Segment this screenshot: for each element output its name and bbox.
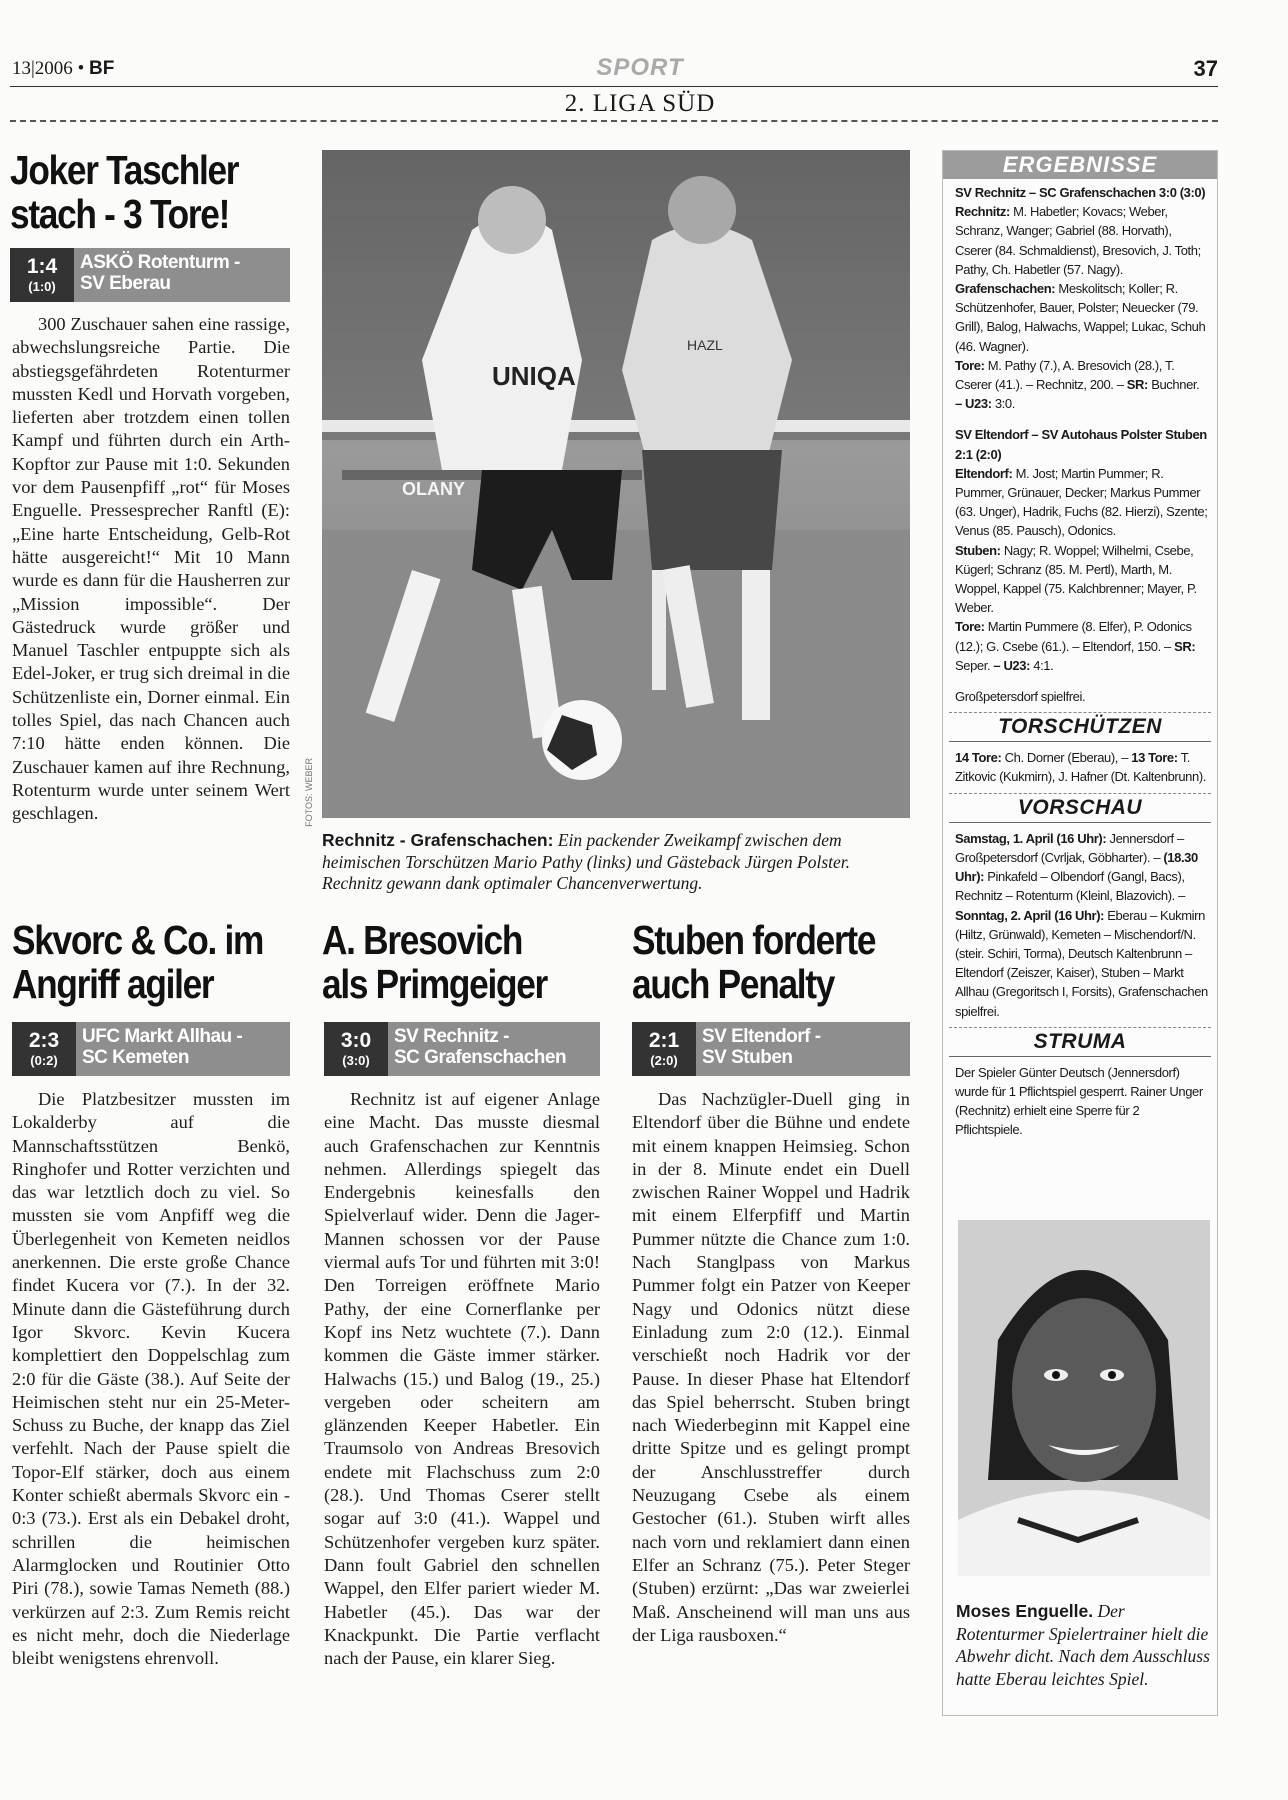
- vorschau-title: VORSCHAU: [949, 793, 1211, 823]
- vorschau-lead: Samstag, 1. April (16 Uhr):: [955, 830, 1107, 846]
- match2-lineup-away-team: Stuben:: [955, 542, 1001, 558]
- match1-u23-label: – U23:: [955, 396, 992, 412]
- article3-teams: [388, 1022, 566, 1076]
- article3-scorebox: [324, 1022, 600, 1076]
- article3-headline: [322, 918, 547, 1007]
- match2-ref: Seper.: [955, 657, 991, 673]
- match-photo: [322, 150, 910, 818]
- article2-team-home: UFC Markt Allhau -: [82, 1026, 243, 1047]
- match2-lineup-home: [955, 464, 1209, 541]
- article1-teams: [74, 248, 240, 302]
- article1-scorebox: [10, 248, 290, 302]
- photo-credit: FOTOS: WEBER: [304, 758, 314, 827]
- article2-score: [12, 1022, 76, 1076]
- match1-lineup-away-players: Meskolitsch; Koller; R. Schützenhofer, Bauer, Polster; Neuecker (79. Grill), Balog, Halwachs, Wappel; Lukac, Schuh (46. Wagner).: [955, 281, 1206, 354]
- match2-goals-label: Tore:: [955, 619, 985, 635]
- article1-headline-line1: Joker Taschler: [10, 147, 239, 193]
- match2-lineup-home-team: Eltendorf:: [955, 465, 1013, 481]
- match1-ref: Buchner.: [1151, 377, 1200, 393]
- torschuetzen-text2: T. Zitkovic (Kukmirn), J. Hafner (Dt. Kaltenbrunn).: [955, 750, 1206, 785]
- match2-lineup-away-players: Nagy; R. Woppel; Wilhelmi, Csebe, Kügerl; Schranz (85. M. Pertl), Marth, M. Woppel, Kappel (75. Kalchbrenner; Mayer, P. Weber.: [955, 542, 1197, 616]
- match1-ref-label: SR:: [1126, 377, 1148, 393]
- header-rule: [10, 86, 1218, 87]
- brand-label: BF: [88, 58, 115, 79]
- header-dashed-rule: [10, 120, 1218, 122]
- match1-goals-label: Tore:: [955, 357, 985, 373]
- match1-goals: [955, 356, 1209, 414]
- match2-report: [943, 425, 1217, 675]
- match1-goals-text: M. Pathy (7.), A. Bresovich (28.), T. Cserer (41.). – Rechnitz, 200. –: [955, 357, 1175, 393]
- article1-score: [10, 248, 74, 302]
- match1-report: [943, 179, 1217, 413]
- shirt-sponsor-text-2: HAZL: [687, 337, 723, 353]
- article1-paragraph: 300 Zuschauer sahen eine rassige, abwechslungsreiche Partie. Die abstiegsgefährdeten Rotenturmer mussten Kedl und Horvath vorgeben, lieferten aber trotzdem einen tollen Kampf und führten durch ein Arth-Kopftor zur Pause mit 1:0. Sekunden vor dem Pausenpfiff „rot“ für Moses Enguelle. Pressesprecher Ranftl (E): „Eine harte Entscheidung, Gelb-Rot hätte ausgereicht!“ Mit 10 Mann wurde es dann für die Hausherren zur „Mission impossible“. Der Gästedruck wurde größer und Manuel Taschler entpuppte sich als Edel-Joker, er trug sich dreimal in die Schützenliste ein, Dorner einmal. Ein tolles Spiel, das nach Chancen auch 7:10 hätte enden können. Die Zuschauer kamen auf ihre Rechnung, Rotenturm wurde unter seinem Wert geschlagen.: [12, 314, 290, 824]
- article2-score-halftime: (0:2): [30, 1053, 58, 1068]
- portrait-caption-text: Der Rotenturmer Spielertrainer hielt die Abwehr dicht. Nach dem Ausschluss hatte Eberau leichtes Spiel.: [956, 1601, 1210, 1689]
- match2-u23-label: – U23:: [993, 657, 1031, 673]
- article4-team-away: SV Stuben: [702, 1047, 793, 1069]
- article4-headline: [632, 918, 875, 1007]
- photo-caption-text: Ein packender Zweikampf zwischen dem heimischen Torschützen Mario Pathy (links) und Gästeback Jürgen Polster. Rechnitz gewann dank optimaler Chancenverwertung.: [322, 830, 850, 893]
- article3-score-final: 3:0: [340, 1029, 372, 1052]
- ergebnisse-title: ERGEBNISSE: [943, 151, 1217, 179]
- article4-score: [632, 1022, 696, 1076]
- torschuetzen-lead: 14 Tore:: [955, 750, 1002, 766]
- match2-lineup-away: [955, 541, 1209, 618]
- article4-score-final: 2:1: [648, 1029, 680, 1052]
- article4-teams: [696, 1022, 821, 1076]
- article3-team-away: SC Grafenschachen: [394, 1047, 567, 1069]
- article2-scorebox: [12, 1022, 290, 1076]
- vorschau-text1: Jennersdorf – Großpetersdorf (Cvrljak, Göbharter). –: [955, 830, 1184, 865]
- issue-number: 13|2006: [12, 58, 73, 79]
- article3-score: [324, 1022, 388, 1076]
- match1-lineup-home-players: M. Habetler; Kovacs; Weber, Schranz, Wanger; Gabriel (88. Horvath), Cserer (84. Schmaldienst), Bresovich, J. Toth; Pathy, Ch. Habetler (57. Nagy).: [955, 204, 1201, 277]
- article3-paragraph: Rechnitz ist auf eigener Anlage eine Macht. Das musste diesmal auch Grafenschachen zur Kenntnis nehmen. Allerdings spiegelt das Endergebnis keinesfalls den Spielverlauf wider. Denn die Jager-Mannen schossen vor der Pause viermal aufs Tor und führten mit 3:0! Den Torreigen eröffnete Mario Pathy, der eine Cornerflanke per Kopf ins Netz wuchtete (7.). Dann kommen die Gäste immer stärker. Halwachs (15.) und Balog (19., 25.) vergeben oder scheitern am glänzenden Keeper Habetler. Ein Traumsolo von Andreas Bresovich endete mit Flachschuss zum 2:0 (28.). Und Thomas Cserer stellt sogar auf 3:0 (41.). Wappel und Schützenhofer vergeben kurz später. Dann foult Gabriel den schnellen Wappel, den Elfer pariert wieder M. Habetler (45.). Das war der Knackpunkt. Die Partie verflacht nach der Pause, ein klarer Sieg.: [324, 1089, 600, 1669]
- vorschau-list: [943, 829, 1217, 1021]
- page-number: 37: [1193, 56, 1218, 81]
- torschuetzen-text1: Ch. Dorner (Eberau), –: [1004, 750, 1129, 766]
- match1-lineup-away: [955, 279, 1209, 356]
- article4-score-halftime: (2:0): [650, 1053, 678, 1068]
- article1-headline-line2: stach - 3 Tore!: [10, 191, 230, 238]
- player-portrait: [958, 1220, 1210, 1576]
- article2-score-final: 2:3: [28, 1029, 60, 1052]
- torschuetzen-title: TORSCHÜTZEN: [949, 712, 1211, 742]
- article2-teams: [76, 1022, 242, 1076]
- article4-scorebox: [632, 1022, 910, 1076]
- article1-score-halftime: (1:0): [28, 279, 56, 294]
- struma-text: Der Spieler Günter Deutsch (Jennersdorf) wurde für 1 Pflichtspiel gesperrt. Rainer Unger (Rechnitz) erhielt eine Sperre für 2 Pflichtspiele.: [955, 1064, 1203, 1138]
- article2-body: [12, 1088, 290, 1670]
- match1-lineup-home-team: Rechnitz:: [955, 204, 1010, 220]
- article3-score-halftime: (3:0): [342, 1053, 370, 1068]
- vorschau-text3: Eberau – Kukmirn (Hiltz, Grünwald), Kemeten – Mischendorf/N. (steir. Schiri, Torma), Deutsch Kaltenbrunn – Eltendorf (Zeiszer, Kaiser), Stuben – Markt Allhau (Gregoritsch I, Forsits), Grafenschachen spielfrei.: [955, 907, 1208, 1019]
- bullet-separator: •: [77, 58, 85, 79]
- spielfrei-note: Großpetersdorf spielfrei.: [955, 689, 1086, 705]
- article1-body: [12, 313, 290, 826]
- article3-body: [324, 1088, 600, 1670]
- match1-u23: 3:0.: [994, 396, 1015, 412]
- match2-goals-text: Martin Pummere (8. Elfer), P. Odonics (12.); G. Csebe (61.). – Eltendorf, 150. –: [955, 619, 1192, 654]
- article4-headline-line2: auch Penalty: [632, 961, 835, 1008]
- article1-team-home: ASKÖ Rotenturm -: [80, 252, 240, 273]
- vorschau-lead2: (18.30 Uhr):: [955, 849, 1198, 885]
- match2-title: SV Eltendorf – SV Autohaus Polster Stuben 2:1 (2:0): [955, 427, 1207, 462]
- match2-ref-label: SR:: [1174, 638, 1196, 654]
- match2-lineup-home-players: M. Jost; Martin Pummer; R. Pummer, Grünauer, Decker; Markus Pummer (63. Unger), Hadrik, Fuchs (82. Hierzi), Szente; Venus (85. Pausch), Odonics.: [955, 465, 1208, 539]
- match1-lineup-away-team: Grafenschachen:: [955, 281, 1056, 297]
- section-title: SPORT: [596, 54, 684, 81]
- article1-headline: [10, 148, 238, 237]
- portrait-caption: [956, 1600, 1212, 1690]
- article2-paragraph: Die Platzbesitzer mussten im Lokalderby auf die Mannschaftsstützen Benkö, Ringhofer und Rotter verzichten und das war letztlich doch zu viel. So mussten sie vom Anpfiff weg die Überlegenheit von Kemeten neidlos anerkennen. Die erste große Chance findet Kucera vor (7.). In der 32. Minute dann die Gästeführung durch Igor Skvorc. Kevin Kucera komplettiert den Doppelschlag zum 2:0 für die Gäste (38.). Auf Seite der Heimischen steht nur ein 25-Meter-Schuss zu Buche, der knapp das Ziel verfehlt. Nach der Pause spielt die Topor-Elf stärker, doch aus einem Konter schießt abermals Skvorc ein - 0:3 (73.). Erst als ein Debakel droht, schrillen die heimischen Alarmglocken und Routinier Otto Piri (78.), sowie Tamas Nemeth (88.) verkürzen auf 2:3. Zum Remis reicht es nicht mehr, doch die Niederlage bleibt wenigstens ehrenvoll.: [12, 1089, 290, 1669]
- article3-headline-line2: als Primgeiger: [322, 961, 547, 1008]
- match2-u23: 4:1.: [1033, 657, 1054, 673]
- league-title: 2. LIGA SÜD: [564, 90, 716, 117]
- vorschau-text2: Pinkafeld – Olbendorf (Gangl, Bacs), Rechnitz – Rotenturm (Kleinl, Blazovich). –: [955, 869, 1185, 904]
- shorts-text: OLANY: [402, 479, 465, 499]
- article4-body: [632, 1088, 910, 1647]
- article1-team-away: SV Eberau: [80, 273, 171, 295]
- article2-headline-line2: Angriff agiler: [12, 961, 214, 1008]
- photo-caption-bold: Rechnitz - Grafenschachen:: [322, 830, 554, 850]
- article4-headline-line1: Stuben forderte: [632, 917, 876, 963]
- article3-team-home: SV Rechnitz -: [394, 1026, 509, 1047]
- article2-headline-line1: Skvorc & Co. im: [12, 917, 264, 963]
- match2-goals: [955, 617, 1209, 675]
- player-portrait-illustration: [958, 1220, 1210, 1576]
- match1-lineup-home: [955, 202, 1209, 279]
- torschuetzen-list: [943, 748, 1217, 786]
- struma-title: STRUMA: [949, 1027, 1211, 1057]
- portrait-caption-bold: Moses Enguelle.: [956, 1601, 1094, 1621]
- article2-team-away: SC Kemeten: [82, 1047, 189, 1069]
- sidebar-spacer: [943, 675, 1217, 687]
- article3-headline-line1: A. Bresovich: [322, 917, 523, 963]
- vorschau-lead3: Sonntag, 2. April (16 Uhr):: [955, 907, 1105, 923]
- article4-team-home: SV Eltendorf -: [702, 1026, 821, 1047]
- sidebar-spacer: [943, 413, 1217, 425]
- match1-title: SV Rechnitz – SC Grafenschachen 3:0 (3:0): [955, 185, 1206, 200]
- photo-caption: [322, 830, 907, 895]
- match-photo-illustration: [322, 150, 910, 818]
- shirt-sponsor-text: UNIQA: [492, 361, 576, 391]
- torschuetzen-lead2: 13 Tore:: [1131, 750, 1178, 766]
- article2-headline: [12, 918, 263, 1007]
- article4-paragraph: Das Nachzügler-Duell ging in Eltendorf über die Bühne und endete mit einem knappen Heimsieg. Schon in der 8. Minute endet ein Duell zwischen Rainer Woppel und Hadrik mit einem Elferpfiff und Martin Pummer nützte die Chance zum 1:0. Nach Stanglpass von Markus Pummer folgt ein Patzer von Keeper Nagy und Odonics nützt diese Einladung zum 2:0 (12.). Einmal verschießt noch Hadrik vor der Pause. In dieser Phase hat Eltendorf das Spiel beherrscht. Stuben bringt nach Wiederbeginn mit Kappel eine dritte Spitze und es gelingt prompt der Anschlusstreffer durch Neuzugang Csebe als einem Gestocher (61.). Stuben wirft alles nach vorn und reklamiert dann einen Elfer an Schranz (75.). Peter Steger (Stuben) erzürnt: „Das war zweierlei Maß. Anscheinend will man uns aus der Liga rausboxen.“: [632, 1089, 910, 1645]
- article1-score-final: 1:4: [26, 255, 58, 278]
- issue-label: [12, 58, 114, 80]
